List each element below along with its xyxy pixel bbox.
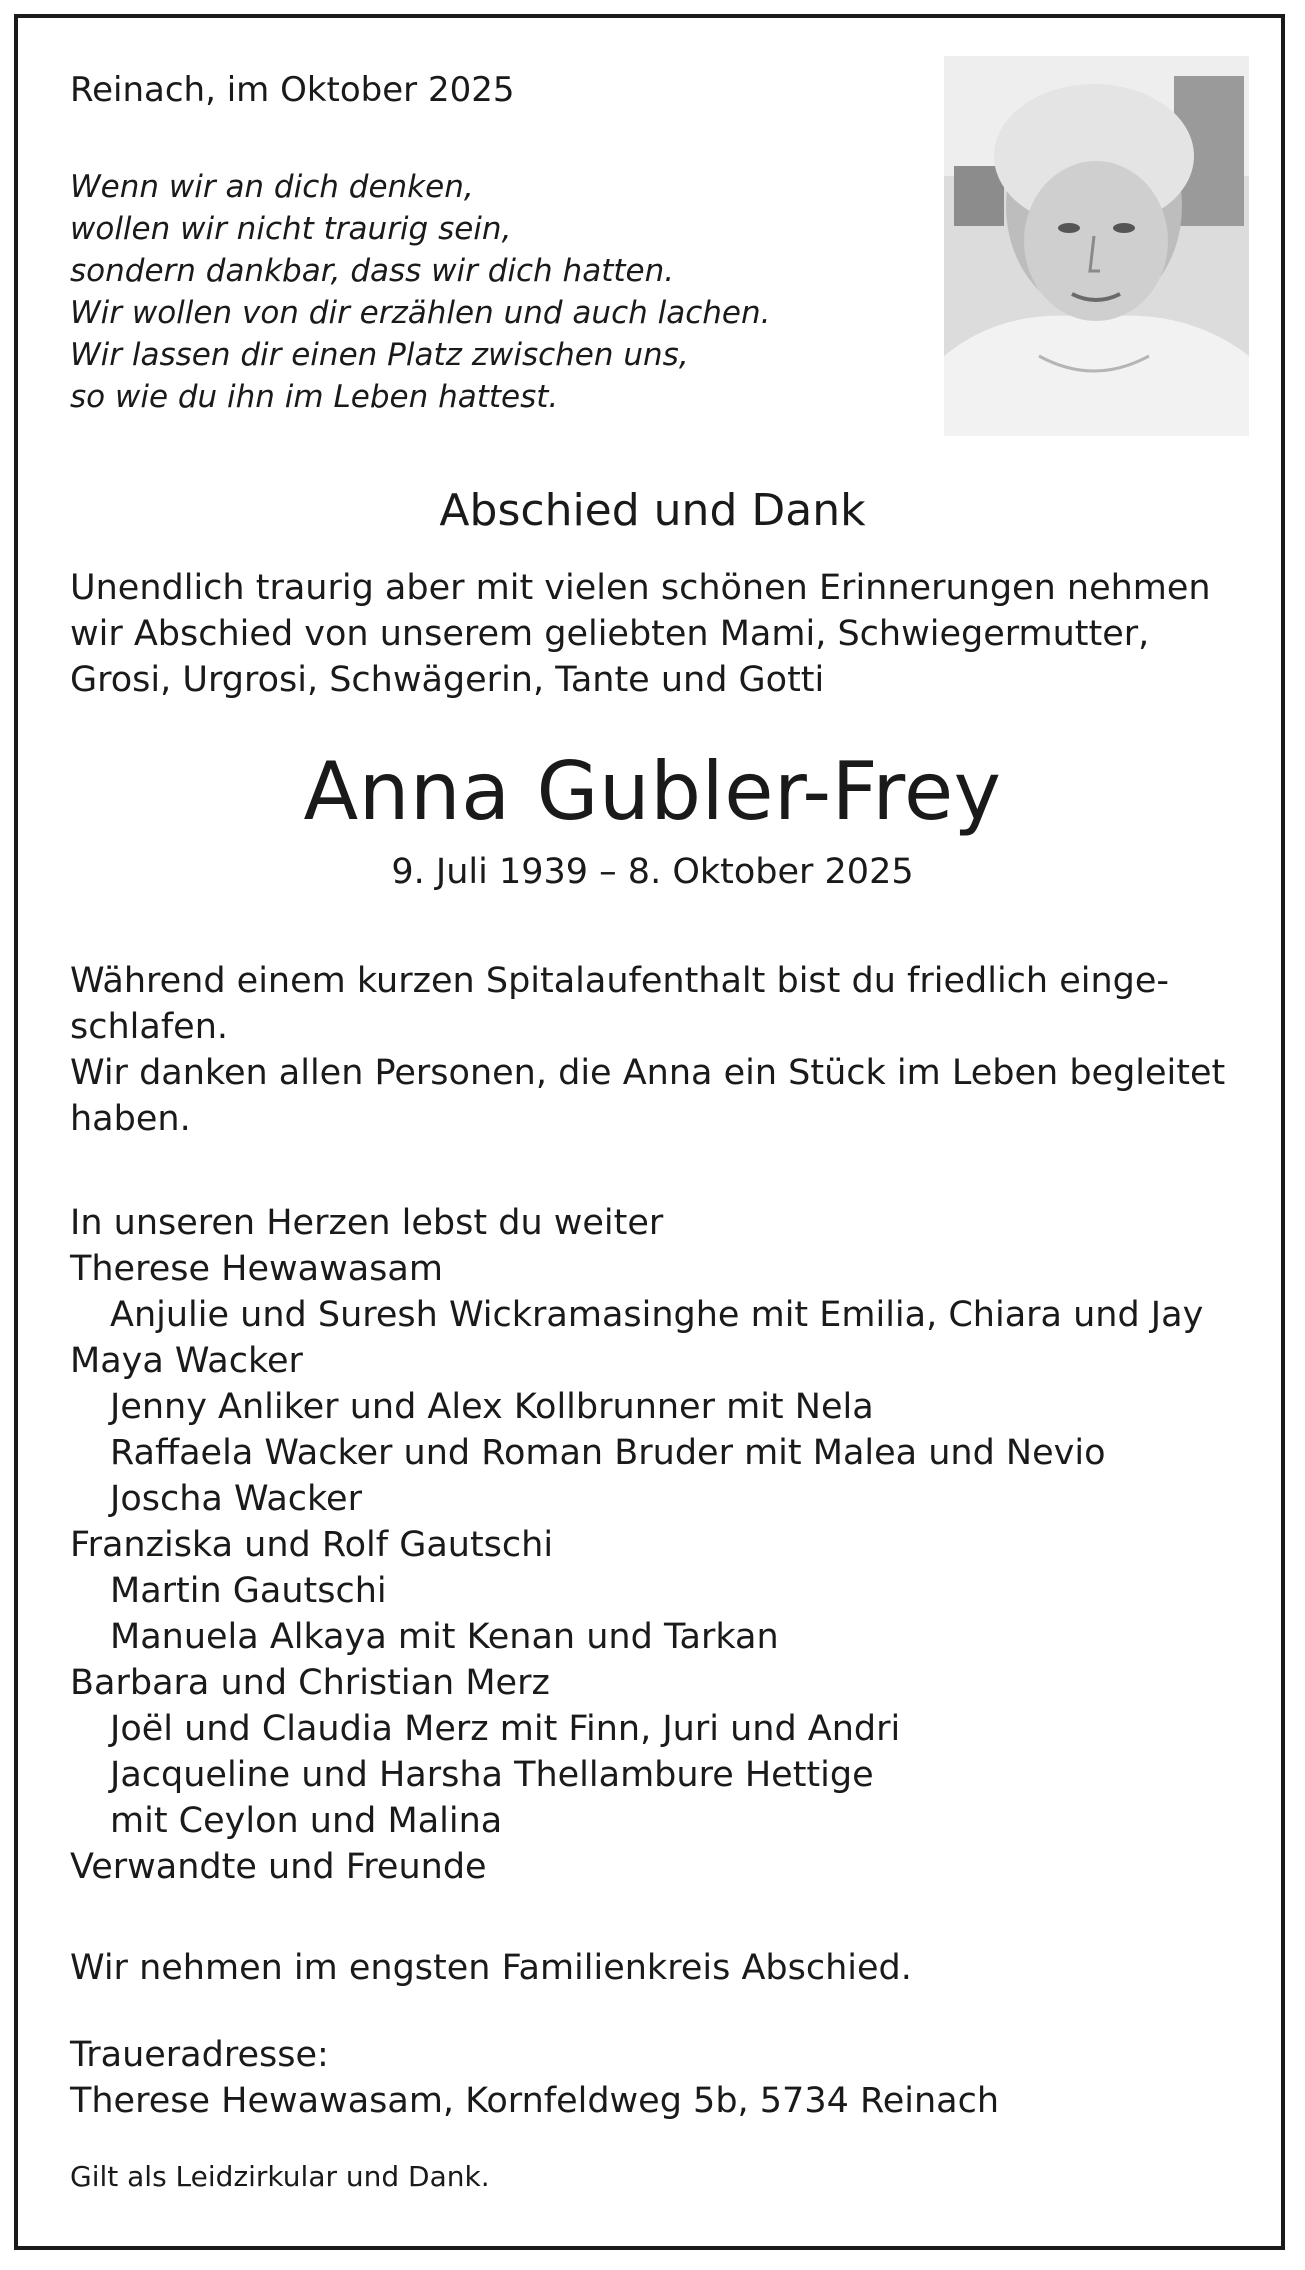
life-dates: 9. Juli 1939 – 8. Oktober 2025 [391, 852, 914, 892]
mourning-address [70, 2032, 999, 2124]
address-label: Traueradresse: [70, 2035, 329, 2075]
section-heading: Abschied und Dank [439, 485, 866, 536]
intro-line: wir Abschied von unserem geliebten Mami, Schwiegermutter, [70, 614, 1150, 654]
family-line: Maya Wacker [70, 1341, 303, 1381]
family-line: Therese Hewawasam [70, 1249, 443, 1289]
family-line: Joscha Wacker [110, 1479, 362, 1519]
family-line: Anjulie und Suresh Wickramasinghe mit Emilia, Chiara und Jay [110, 1295, 1204, 1335]
message-line: Während einem kurzen Spitalaufenthalt bist du friedlich einge- [70, 961, 1170, 1001]
family-line: Jacqueline und Harsha Thellambure Hettige [110, 1755, 874, 1795]
family-line: Joël und Claudia Merz mit Finn, Juri und Andri [110, 1709, 901, 1749]
message-line: Wir danken allen Personen, die Anna ein Stück im Leben begleitet [70, 1053, 1226, 1093]
poem-line: sondern dankbar, dass wir dich hatten. [70, 253, 675, 289]
closing-statement: Wir nehmen im engsten Familienkreis Abschied. [70, 1948, 912, 1988]
intro-line: Grosi, Urgrosi, Schwägerin, Tante und Gotti [70, 660, 825, 700]
intro-paragraph [70, 565, 1211, 703]
address-line: Therese Hewawasam, Kornfeldweg 5b, 5734 Reinach [70, 2081, 1000, 2121]
family-line: Jenny Anliker und Alex Kollbrunner mit Nela [110, 1387, 874, 1427]
intro-line: Unendlich traurig aber mit vielen schönen Erinnerungen nehmen [70, 568, 1211, 608]
family-list [70, 1200, 1203, 1890]
poem-line: Wir lassen dir einen Platz zwischen uns, [70, 337, 689, 373]
family-line: Manuela Alkaya mit Kenan und Tarkan [110, 1617, 779, 1657]
family-line: mit Ceylon und Malina [110, 1801, 503, 1841]
poem [70, 166, 771, 418]
family-line: Raffaela Wacker und Roman Bruder mit Malea und Nevio [110, 1433, 1106, 1473]
deceased-name: Anna Gubler-Frey [303, 745, 1002, 838]
family-line: Martin Gautschi [110, 1571, 387, 1611]
portrait-photo [944, 56, 1249, 436]
message-line: haben. [70, 1099, 191, 1139]
family-line: In unseren Herzen lebst du weiter [70, 1203, 664, 1243]
portrait-illustration [944, 56, 1249, 436]
family-line: Verwandte und Freunde [70, 1847, 487, 1887]
family-line: Franziska und Rolf Gautschi [70, 1525, 554, 1565]
poem-line: so wie du ihn im Leben hattest. [70, 379, 559, 415]
place-date: Reinach, im Oktober 2025 [70, 70, 515, 110]
poem-line: Wir wollen von dir erzählen und auch lachen. [70, 295, 771, 331]
family-line: Barbara und Christian Merz [70, 1663, 550, 1703]
poem-line: Wenn wir an dich denken, [70, 169, 474, 205]
message-paragraph [70, 958, 1225, 1142]
message-line: schlafen. [70, 1007, 228, 1047]
footer-note: Gilt als Leidzirkular und Dank. [70, 2160, 490, 2193]
poem-line: wollen wir nicht traurig sein, [70, 211, 512, 247]
